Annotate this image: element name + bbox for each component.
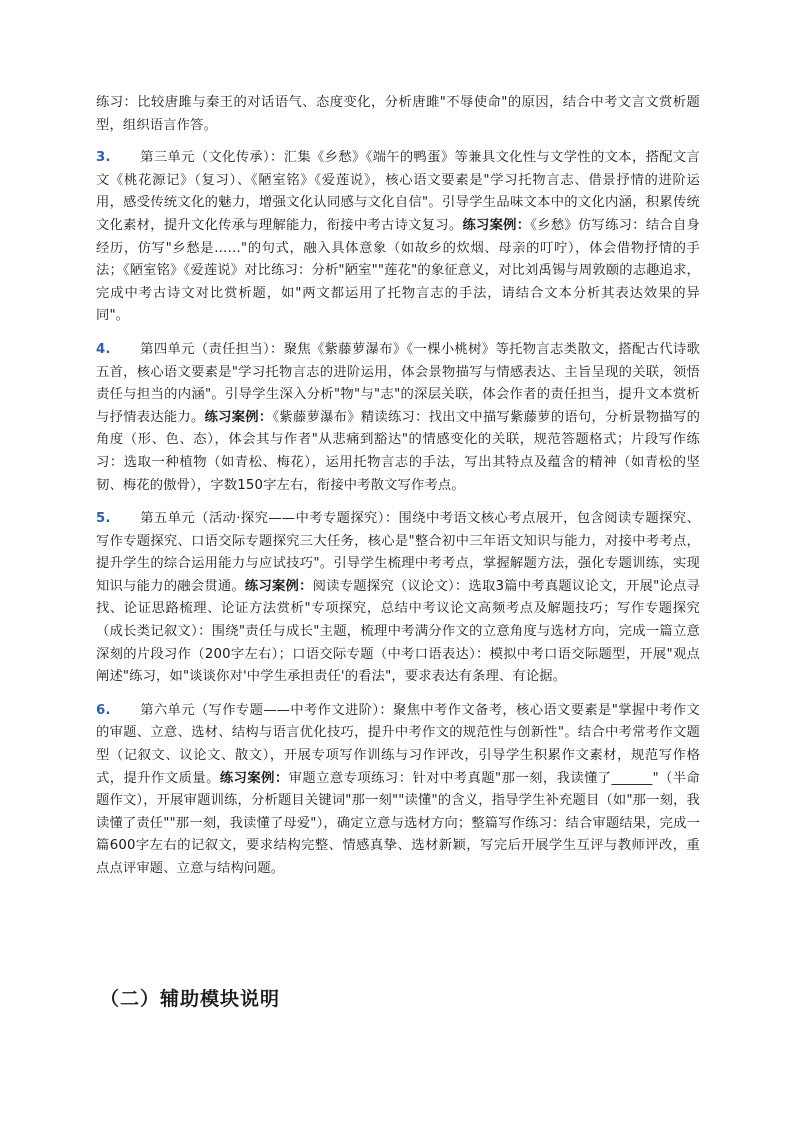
practice-text: 《紫藤萝瀑布》精读练习：找出文中描写紫藤萝的语句，分析景物描写的角度（形、色、态），体会其与作者"从悲痛到豁达"的情感变化的关联，规范答题格式；片段写作练习：选取一种植物（如青松、梅花），运用托物言志的手法，写出其特点及蕴含的精神（如青松的坚韧、梅花的傲骨），字数150字左右，衔接中考散文写作考点。: [96, 409, 701, 493]
unit-5-paragraph: [96, 508, 700, 689]
practice-text: 《乡愁》仿写练习：结合自身经历，仿写"乡愁是……"的句式，融入具体意象（如故乡的炊烟、母亲的叮咛），体会借物抒情的手法；《陋室铭》《爱莲说》对比练习：分析"陋室""莲花"的象征意义，对比刘禹锡与周敦颐的志趣追求，完成中考古诗文对比赏析题，如"两文都运用了托物言志的手法，请结合文本分析其表达效果的异同"。: [96, 217, 700, 324]
item-number: 5.: [96, 511, 111, 527]
item-number: 6.: [96, 702, 111, 718]
practice-label: 练习案例：: [204, 409, 273, 425]
practice-label: 练习案例：: [219, 770, 289, 786]
item-number: 4.: [96, 341, 111, 357]
unit-4-paragraph: [96, 339, 700, 497]
intro-paragraph: 练习：比较唐雎与秦王的对话语气、态度变化，分析唐雎"不辱使命"的原因，结合中考文言文赏析题型，组织语言作答。: [96, 95, 700, 133]
unit-description: 第六单元（写作专题——中考作文进阶）：聚焦中考作文备考，核心语文要素是"掌握中考作文的审题、立意、选材、结构与语言优化技巧，提升中考作文的规范性与创新性"。结合中考常考作文题型（记叙文、议论文、散文），开展专项写作训练与习作评改，引导学生积累作文素材，规范写作格式，提升作文质量。: [96, 702, 700, 786]
unit-description: 第四单元（责任担当）：聚焦《紫藤萝瀑布》《一棵小桃树》等托物言志类散文，搭配古代诗歌五首，核心语文要素是"学习托物言志的进阶运用，体会景物描写与情感表达、主旨呈现的关联，领悟责任与担当的内涵"。引导学生深入分析"物"与"志"的深层关联，体会作者的责任担当，提升文本赏析与抒情表达能力。: [96, 341, 700, 425]
unit-6-paragraph: [96, 700, 700, 881]
unit-3-paragraph: [96, 147, 700, 328]
practice-label: 练习案例：: [462, 217, 531, 233]
unit-description: 第五单元（活动·探究——中考专题探究）：围绕中考语文核心考点展开，包含阅读专题探究、写作专题探究、口语交际专题探究三大任务，核心是"整合初中三年语文知识与能力，对接中考考点，提升学生的综合运用能力与应试技巧"。引导学生梳理中考考点，掌握解题方法，强化专题训练，实现知识与能力的融会贯通。: [96, 511, 700, 594]
practice-label: 练习案例：: [244, 578, 313, 594]
section-heading: （二）辅助模块说明: [100, 988, 281, 1010]
practice-text: 阅读专题探究（议论文）：选取3篇中考真题议论文，开展"论点寻找、论证思路梳理、论证方法赏析"专项探究，总结中考议论文高频考点及解题技巧；写作专题探究（成长类记叙文）：围绕"责任与成长"主题，梳理中考满分作文的立意角度与选材方向，完成一篇立意深刻的片段习作（200字左右）；口语交际专题（中考口语表达）：模拟中考口语交际题型，开展"观点阐述"练习，如"谈谈你对'中学生承担责任'的看法"，要求表达有条理、有论据。: [96, 578, 701, 685]
item-number: 3.: [96, 150, 111, 166]
unit-description: 第三单元（文化传承）：汇集《乡愁》《端午的鸭蛋》等兼具文化性与文学性的文本，搭配文言文《桃花源记》（复习）、《陋室铭》《爱莲说》，核心语文要素是"学习托物言志、借景抒情的进阶运用，感受传统文化的魅力，增强文化认同感与文化自信"。引导学生品味文本中的文化内涵，积累传统文化素材，提升文化传承与理解能力，衔接中考古诗文复习。: [96, 150, 700, 233]
practice-text: 审题立意专项练习：针对中考真题"那一刻，我读懂了______"（半命题作文），开展审题训练，分析题目关键词"那一刻""读懂"的含义，指导学生补充题目（如"那一刻，我读懂了责任""那一刻，我读懂了母爱"），确定立意与选材方向；整篇写作练习：结合审题结果，完成一篇600字左右的记叙文，要求结构完整、情感真挚、选材新颖，写完后开展学生互评与教师评改，重点点评审题、立意与结构问题。: [96, 770, 700, 876]
document-body: [96, 92, 700, 892]
